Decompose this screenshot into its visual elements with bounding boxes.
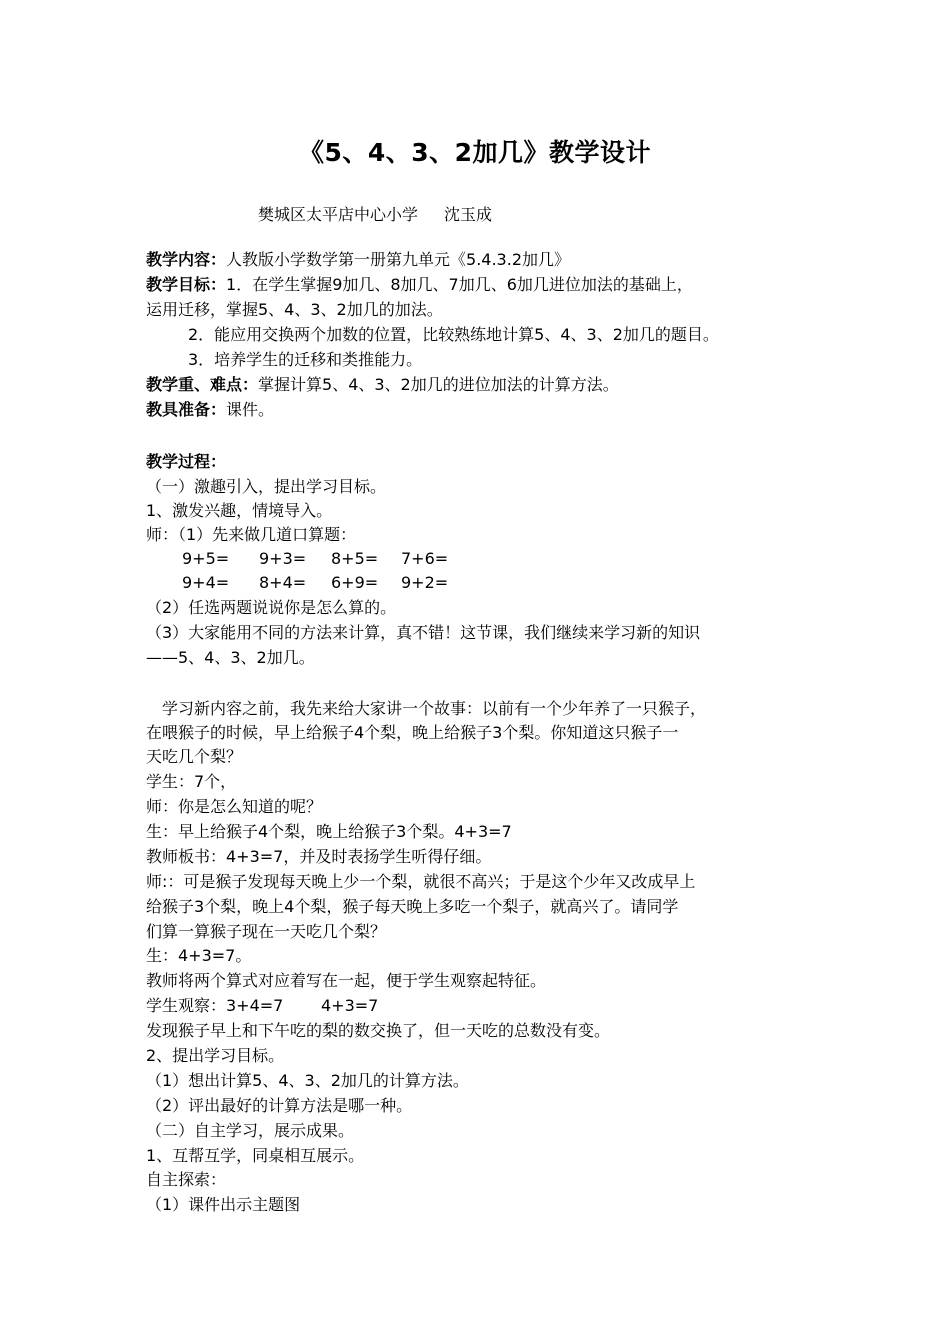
story-2: 在喂猴子的时候，早上给猴子4个梨，晚上给猴子3个梨。你知道这只猴子一	[146, 723, 679, 742]
goal-line-1	[146, 275, 693, 295]
goal-3: 3．培养学生的迁移和类推能力。	[188, 350, 423, 369]
goal-1b: 运用迁移，掌握5、4、3、2加几的加法。	[146, 300, 443, 319]
author-school: 樊城区太平店中心小学	[258, 205, 419, 224]
story-7: 教师板书：4+3=7，并及时表扬学生听得仔细。	[146, 847, 492, 866]
process-l2: 1、激发兴趣，情境导入。	[146, 501, 333, 520]
story-3: 天吃几个梨？	[146, 747, 243, 766]
key-label: 教学重、难点：	[146, 375, 259, 394]
story-4: 学生：7个，	[146, 772, 237, 791]
oral-row-1-c3: 8+5=	[331, 549, 379, 568]
goal-label: 教学目标：	[146, 275, 227, 294]
story-5: 师：你是怎么知道的呢？	[146, 797, 323, 816]
author-line	[258, 202, 492, 225]
content-label: 教学内容：	[146, 250, 227, 269]
story-1: 学习新内容之前，我先来给大家讲一个故事：以前有一个少年养了一只猴子，	[162, 699, 707, 718]
process-l6: ——5、4、3、2加几。	[146, 648, 315, 667]
story-15: 2、提出学习目标。	[146, 1046, 285, 1065]
oral-row-2-c1: 9+4=	[182, 573, 230, 592]
tools-line	[146, 400, 274, 420]
story-19: 1、互帮互学，同桌相互展示。	[146, 1146, 365, 1165]
story-9: 给猴子3个梨，晚上4个梨，猴子每天晚上多吃一个梨子，就高兴了。请同学	[146, 897, 679, 916]
goal-1a: 1．在学生掌握9加几、8加几、7加几、6加几进位加法的基础上，	[226, 275, 693, 294]
process-l3: 师：（1）先来做几道口算题：	[146, 525, 357, 544]
oral-row-2-c3: 6+9=	[331, 573, 379, 592]
story-16: （1）想出计算5、4、3、2加几的计算方法。	[146, 1071, 469, 1090]
oral-row-2-c4: 9+2=	[401, 573, 449, 592]
process-l5: （3）大家能用不同的方法来计算，真不错！这节课，我们继续来学习新的知识	[146, 623, 701, 642]
story-14: 发现猴子早上和下午吃的梨的数交换了，但一天吃的总数没有变。	[146, 1021, 611, 1040]
oral-row-2-c2: 8+4=	[259, 573, 307, 592]
oral-row-1-c1: 9+5=	[182, 549, 230, 568]
story-12: 教师将两个算式对应着写在一起，便于学生观察起特征。	[146, 971, 547, 990]
story-20: 自主探索：	[146, 1170, 227, 1189]
goal-2: 2．能应用交换两个加数的位置，比较熟练地计算5、4、3、2加几的题目。	[188, 325, 719, 344]
story-18: （二）自主学习，展示成果。	[146, 1121, 355, 1140]
process-label: 教学过程：	[146, 452, 227, 471]
story-17: （2）评出最好的计算方法是哪一种。	[146, 1096, 413, 1115]
oral-row-1-c2: 9+3=	[259, 549, 307, 568]
story-11: 生：4+3=7。	[146, 946, 252, 965]
story-8: 师:：可是猴子发现每天晚上少一个梨，就很不高兴；于是这个少年又改成早上	[146, 872, 696, 891]
story-10: 们算一算猴子现在一天吃几个梨？	[146, 922, 387, 941]
story-13b: 4+3=7	[321, 996, 379, 1015]
content-text: 人教版小学数学第一册第九单元《5.4.3.2加几》	[226, 250, 570, 269]
oral-row-1-c4: 7+6=	[401, 549, 449, 568]
story-6: 生：早上给猴子4个梨，晚上给猴子3个梨。4+3=7	[146, 822, 512, 841]
content-line	[146, 250, 570, 270]
tools-text: 课件。	[226, 400, 275, 419]
tools-label: 教具准备：	[146, 400, 227, 419]
document-title: 《5、4、3、2加几》教学设计	[298, 138, 652, 167]
story-21: （1）课件出示主题图	[146, 1195, 301, 1214]
process-l1: （一）激趣引入，提出学习目标。	[146, 477, 387, 496]
key-line	[146, 375, 619, 395]
key-text: 掌握计算5、4、3、2加几的进位加法的计算方法。	[258, 375, 619, 394]
process-l4: （2）任选两题说说你是怎么算的。	[146, 598, 397, 617]
author-name: 沈玉成	[444, 205, 493, 224]
story-13a: 学生观察：3+4=7	[146, 996, 284, 1015]
